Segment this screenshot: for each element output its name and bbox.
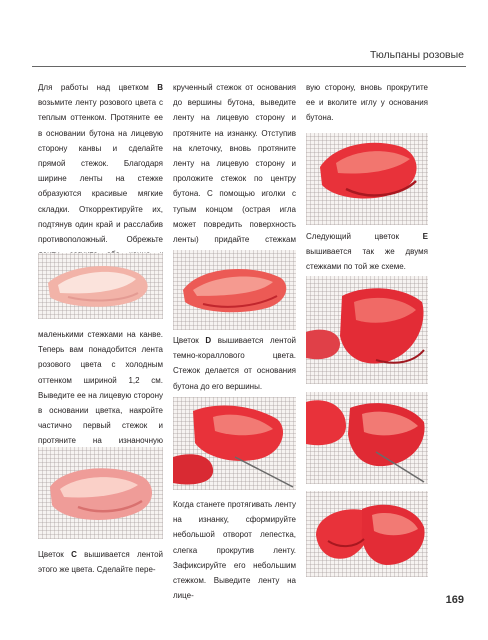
column1-top-text xyxy=(38,80,163,278)
text-run: вышивается лентой темно-кораллового цвета. Стежок делается от основания бутона до его вершины. xyxy=(173,336,296,391)
text-run: Цветок xyxy=(38,550,72,559)
text-run: вышивается лентой этого же цвета. Сделайте пере- xyxy=(38,550,163,575)
paragraph: Когда станете протягивать ленту на изнанку, сформируйте небольшой отворот лепестка, слегка прокрутив ленту. Зафиксируйте его небольшим стежком. Выведите ленту на лице- xyxy=(173,500,296,601)
column2-mid-text xyxy=(173,333,296,394)
photo-bud-d-step1 xyxy=(173,250,296,330)
text-run: возьмите ленту розового цвета с теплым оттенком. Протяните ее в основании бутона на лицевую сторону канвы и сделайте прямой стежок. Благодаря ширине ленты на стежке образуются красивые мягкие складки. Откорректируйте их, подтянув один край и расслабив противоположный. Обрежьте xyxy=(38,98,163,245)
column1-bottom-text xyxy=(38,547,163,577)
flower-letter: D xyxy=(205,336,212,345)
flower-letter: C xyxy=(71,550,77,559)
photo-bud-b-step1 xyxy=(38,253,163,319)
paragraph: крученный стежок от основания до вершины бутона, выведите ленту на лицевую сторону и протяните на изнанку. Отступив на клеточку, вновь протяните ленту на лицевую сторону и проложите стежок по центру бутона. С помощью иголки с тупым концом (острая игла может повредить поверхность ленты) придайте стежкам xyxy=(173,83,296,245)
text-run: вышивается так же двумя стежками по той же схеме. xyxy=(306,247,428,272)
photo-bud-e-step3 xyxy=(306,392,428,484)
photo-bud-e-step1 xyxy=(306,133,428,225)
photo-bud-d-step2 xyxy=(173,397,296,490)
page-number: 169 xyxy=(445,594,464,606)
flower-letter: E xyxy=(422,232,428,241)
column2-bottom-text xyxy=(173,497,296,603)
paragraph: маленькими стежками на канве. Теперь вам понадобится лента розового цвета с холодным оттенком шириной 1,2 см. Выведите ее на лицевую сторону в основании цветка, накройте частично первый стежок и протяните на изнаночную xyxy=(38,330,163,446)
flower-letter: B xyxy=(157,83,163,92)
text-run: Следующий цветок xyxy=(306,232,423,241)
running-header: Тюльпаны розовые xyxy=(369,49,464,61)
paragraph: вую сторону, вновь прокрутите ее и вколите иглу у основания бутона. xyxy=(306,83,428,123)
column3-top-text xyxy=(306,80,428,126)
text-run: Для работы над цветком xyxy=(38,83,158,92)
header-rule xyxy=(32,66,466,67)
photo-bud-c xyxy=(38,447,163,539)
photo-bud-e-step4 xyxy=(306,491,428,577)
column3-mid-text xyxy=(306,229,428,275)
photo-bud-e-step2 xyxy=(306,276,428,384)
text-run: Цветок xyxy=(173,336,206,345)
